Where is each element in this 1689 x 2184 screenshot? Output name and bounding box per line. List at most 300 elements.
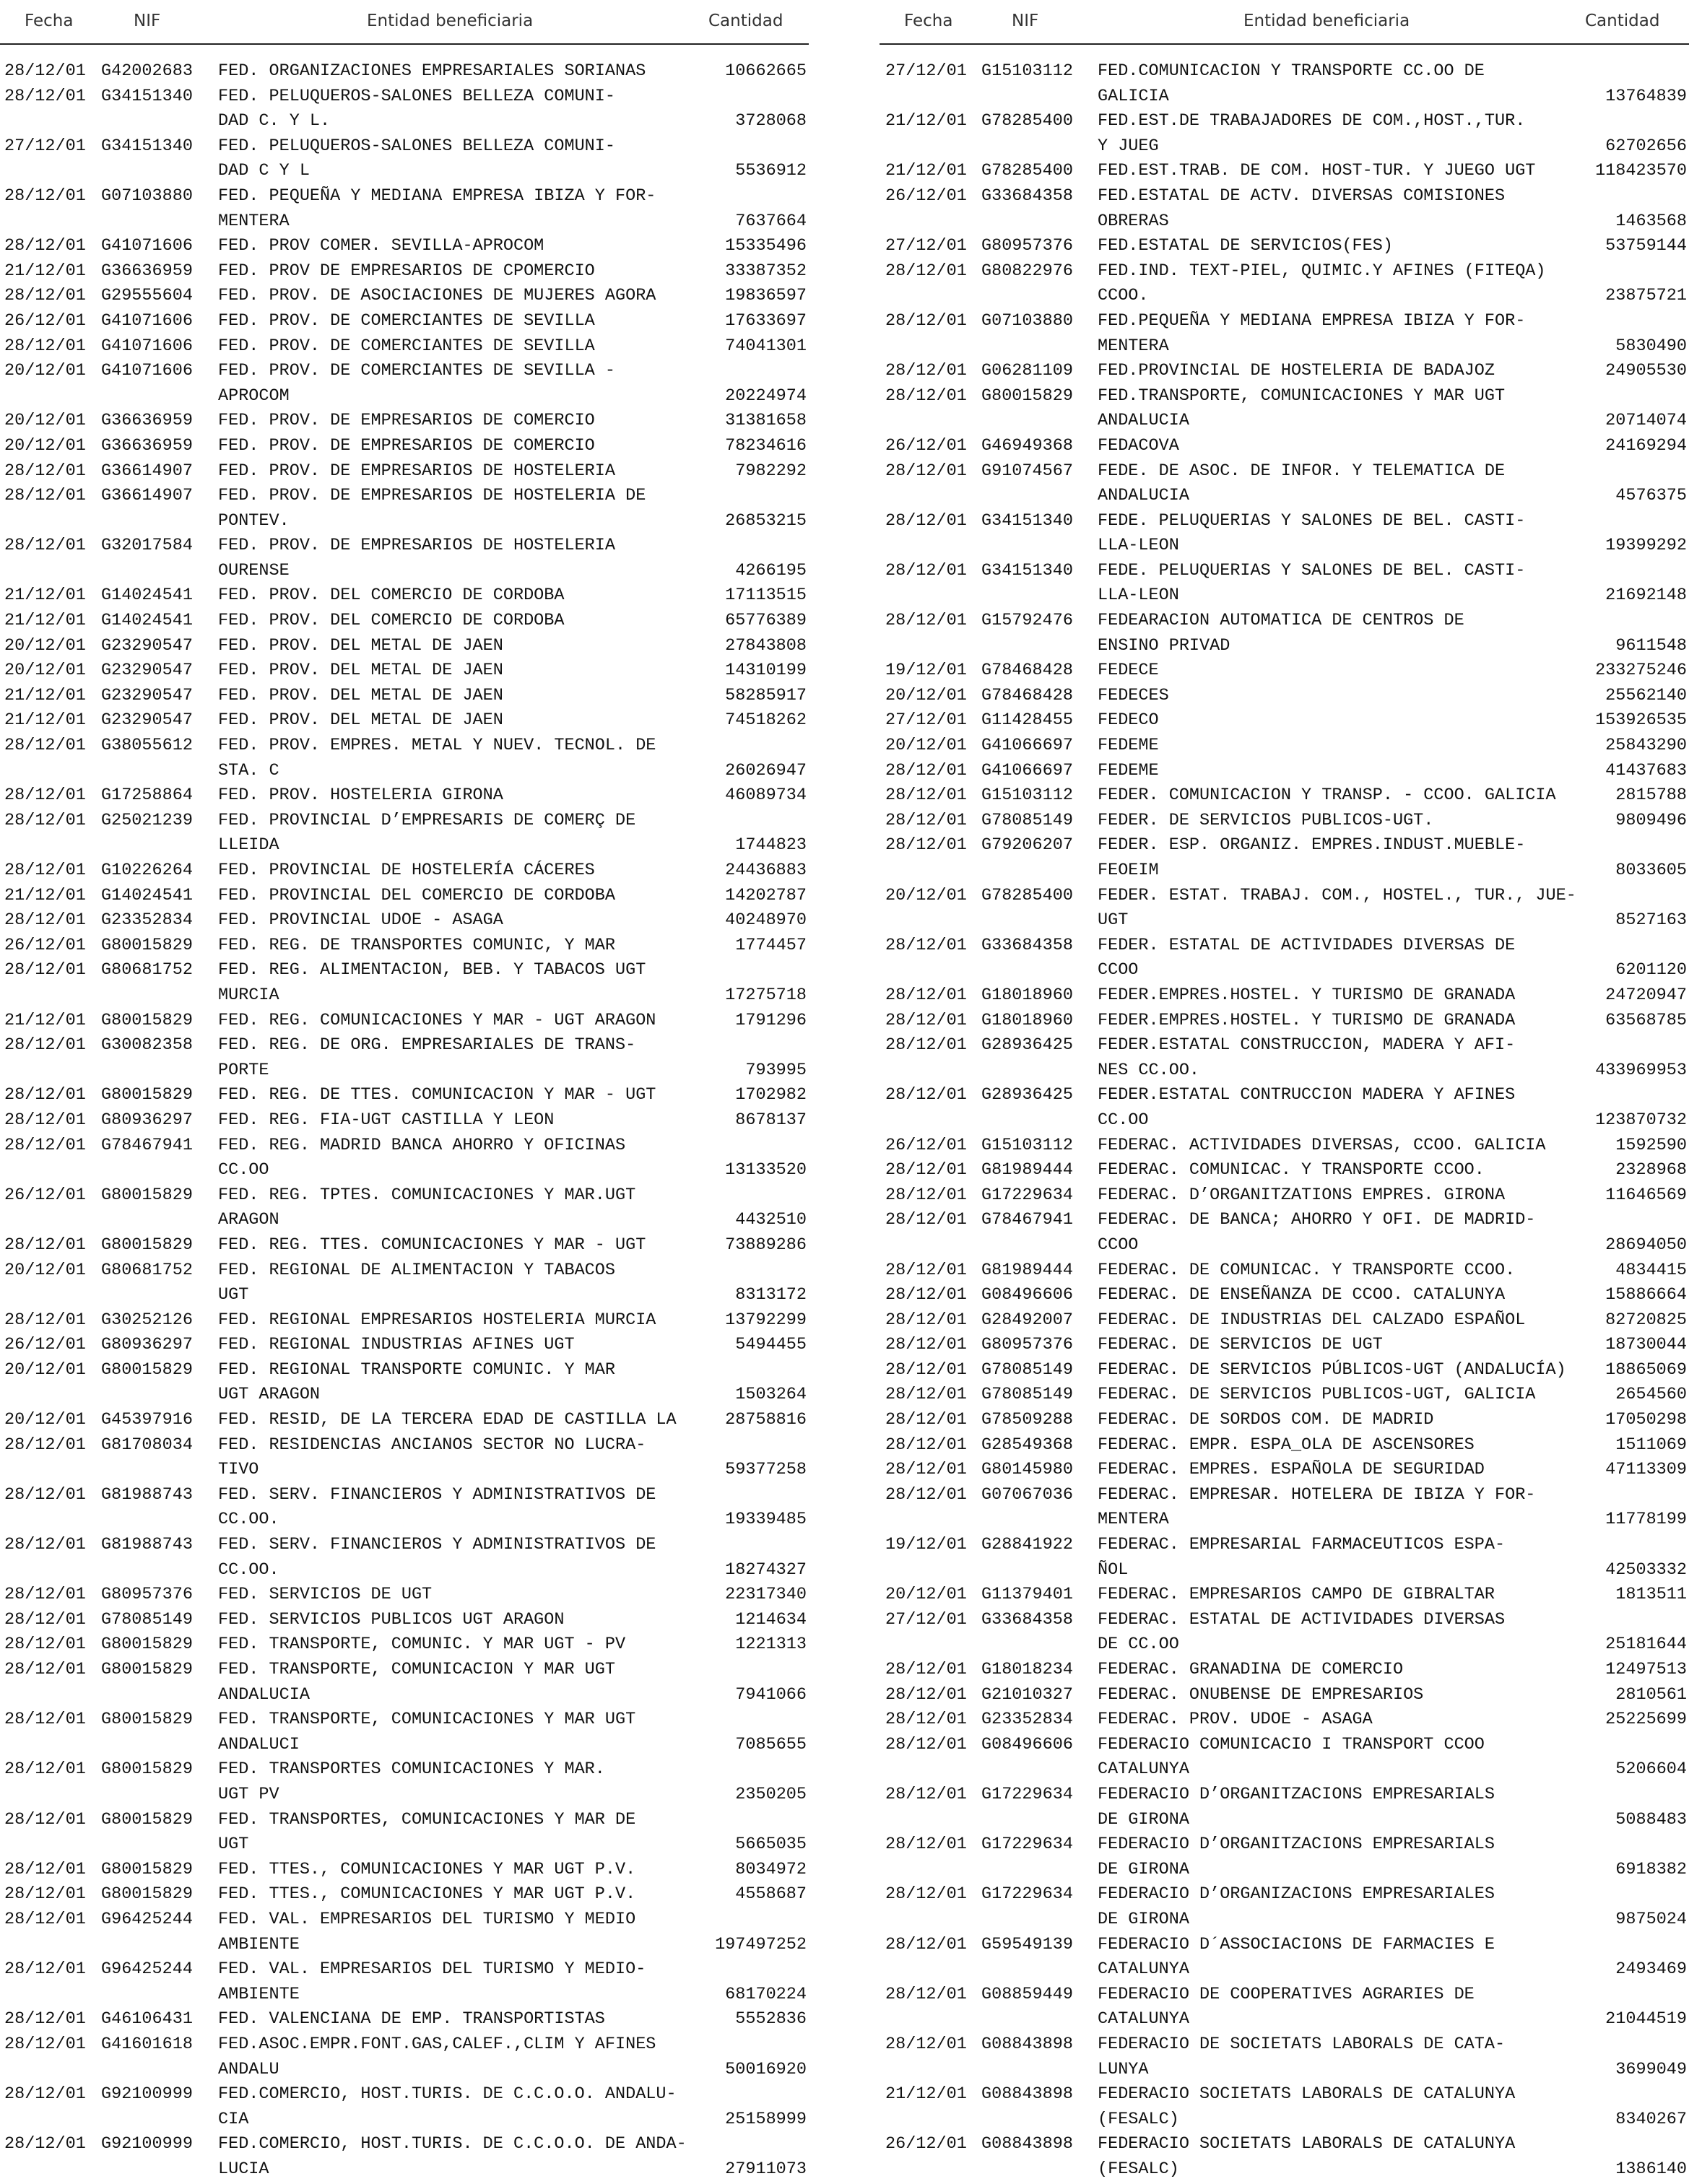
cell-cantidad: 17633697: [725, 310, 807, 331]
cell-cantidad: 3728068: [735, 111, 807, 131]
cell-entidad: ARAGON: [218, 1210, 279, 1230]
table-row: [0, 1033, 809, 1083]
cell-entidad: FED. PROV. DE EMPRESARIOS DE COMERCIO: [218, 435, 595, 456]
cell-cantidad: 123870732: [1595, 1110, 1687, 1130]
cell-cantidad: 197497252: [715, 1934, 807, 1954]
cell-nif: G41071606: [101, 236, 193, 256]
cell-nif: G80145980: [981, 1460, 1073, 1480]
cell-cantidad: 47113309: [1605, 1460, 1687, 1480]
cell-entidad: FED. PELUQUEROS-SALONES BELLEZA COMUNI-: [218, 86, 615, 106]
cell-entidad: FED. PROV. DEL METAL DE JAEN: [218, 710, 503, 731]
table-row: [0, 59, 809, 84]
cell-entidad: FEDER. ESP. ORGANIZ. EMPRES.INDUST.MUEBLE-: [1098, 835, 1526, 856]
cell-nif: G78285400: [981, 161, 1073, 181]
cell-entidad: FED. REG. FIA-UGT CASTILLA Y LEON: [218, 1110, 555, 1130]
table-row: [0, 2082, 809, 2132]
cell-entidad: FED. PEQUEÑA Y MEDIANA EMPRESA IBIZA Y FOR-: [218, 186, 656, 206]
cell-cantidad: 1503264: [735, 1385, 807, 1405]
table-row: [0, 1632, 809, 1658]
cell-entidad: FEDERAC. DE ENSEÑANZA DE CCOO. CATALUNYA: [1098, 1285, 1506, 1305]
table-row: [880, 658, 1689, 684]
cell-fecha: 21/12/01: [4, 885, 86, 905]
cell-cantidad: 13792299: [725, 1310, 807, 1330]
cell-cantidad: 8033605: [1615, 861, 1687, 880]
cell-nif: G81989444: [981, 1160, 1073, 1180]
table-row: [0, 1134, 809, 1183]
cell-nif: G21010327: [981, 1684, 1073, 1705]
table-row: [880, 1258, 1689, 1284]
cell-entidad: FEOEIM: [1098, 861, 1159, 880]
cell-entidad: FEDECE: [1098, 661, 1159, 681]
cell-entidad: FED. RESIDENCIAS ANCIANOS SECTOR NO LUCRA-: [218, 1435, 646, 1455]
cell-entidad: FEDERAC. DE INDUSTRIAS DEL CALZADO ESPAÑOL: [1098, 1310, 1526, 1330]
cell-entidad: FEDERAC. ESTATAL DE ACTIVIDADES DIVERSAS: [1098, 1609, 1506, 1630]
cell-cantidad: 17275718: [725, 985, 807, 1005]
cell-cantidad: 62702656: [1605, 136, 1687, 156]
cell-cantidad: 15886664: [1605, 1285, 1687, 1305]
cell-entidad: FED. PROV. DE COMERCIANTES DE SEVILLA: [218, 310, 595, 331]
cell-fecha: 28/12/01: [4, 236, 86, 256]
cell-fecha: 26/12/01: [4, 1335, 86, 1355]
cell-entidad: FED. TRANSPORTE, COMUNICACIONES Y MAR UGT: [218, 1710, 636, 1730]
table-row: [880, 1033, 1689, 1083]
cell-fecha: 28/12/01: [885, 1734, 967, 1754]
cell-fecha: 28/12/01: [885, 1460, 967, 1480]
table-row: [880, 234, 1689, 259]
cell-nif: G17229634: [981, 1884, 1073, 1905]
cell-entidad: FED. PROV. EMPRES. METAL Y NUEV. TECNOL. DE: [218, 736, 656, 756]
cell-entidad: FED. VALENCIANA DE EMP. TRANSPORTISTAS: [218, 2009, 605, 2029]
table-row: [0, 1757, 809, 1807]
cell-fecha: 19/12/01: [885, 661, 967, 681]
cell-nif: G80957376: [981, 1335, 1073, 1355]
table-row: [0, 459, 809, 484]
cell-cantidad: 28694050: [1605, 1235, 1687, 1255]
cell-nif: G15792476: [981, 611, 1073, 631]
cell-cantidad: 13133520: [725, 1160, 807, 1180]
table-row: [880, 159, 1689, 184]
cell-entidad: FED.EST.DE TRABAJADORES DE COM.,HOST.,TUR.: [1098, 111, 1526, 131]
table-header: [0, 0, 809, 45]
cell-fecha: 28/12/01: [4, 286, 86, 306]
cell-fecha: 28/12/01: [885, 1934, 967, 1954]
cell-entidad: FEDERAC. DE SERVICIOS PÚBLICOS-UGT (ANDALUCÍA): [1098, 1359, 1566, 1380]
cell-nif: G96425244: [101, 1959, 193, 1980]
cell-entidad: FED. PROV. DE EMPRESARIOS DE HOSTELERIA: [218, 536, 615, 556]
cell-cantidad: 25843290: [1605, 736, 1687, 756]
cell-entidad: CC.OO.: [218, 1510, 279, 1530]
cell-entidad: STA. C: [218, 760, 279, 780]
cell-nif: G08496606: [981, 1285, 1073, 1305]
cell-fecha: 26/12/01: [885, 1135, 967, 1155]
cell-entidad: FED. PROV. DE EMPRESARIOS DE HOSTELERIA: [218, 461, 615, 481]
cell-fecha: 20/12/01: [4, 1410, 86, 1430]
cell-fecha: 26/12/01: [885, 2134, 967, 2154]
cell-entidad: FED. PROV. DE EMPRESARIOS DE HOSTELERIA DE: [218, 486, 646, 506]
cell-entidad: FED. PELUQUEROS-SALONES BELLEZA COMUNI-: [218, 136, 615, 156]
cell-cantidad: 8678137: [735, 1110, 807, 1130]
table-row: [880, 1308, 1689, 1334]
cell-nif: G36636959: [101, 435, 193, 456]
cell-entidad: FED. REGIONAL INDUSTRIAS AFINES UGT: [218, 1335, 575, 1355]
cell-nif: G78468428: [981, 685, 1073, 705]
cell-fecha: 20/12/01: [4, 1359, 86, 1380]
cell-nif: G28841922: [981, 1535, 1073, 1555]
cell-entidad: ANDALUCI: [218, 1734, 300, 1754]
cell-entidad: FED. PROV DE EMPRESARIOS DE CPOMERCIO: [218, 261, 595, 281]
cell-fecha: 28/12/01: [885, 1085, 967, 1105]
table-row: [0, 658, 809, 684]
cell-nif: G80957376: [981, 236, 1073, 256]
cell-fecha: 26/12/01: [885, 186, 967, 206]
table-body-left: [0, 59, 809, 2182]
cell-fecha: 28/12/01: [885, 1984, 967, 2004]
table-row: [880, 459, 1689, 509]
cell-entidad: FED. REG. TTES. COMUNICACIONES Y MAR - UGT: [218, 1235, 646, 1255]
cell-cantidad: 78234616: [725, 435, 807, 456]
cell-fecha: 28/12/01: [885, 760, 967, 780]
cell-entidad: DAD C. Y L.: [218, 111, 331, 131]
cell-cantidad: 42503332: [1605, 1559, 1687, 1580]
table-row: [880, 1208, 1689, 1258]
cell-entidad: FED. REGIONAL TRANSPORTE COMUNIC. Y MAR: [218, 1359, 615, 1380]
cell-fecha: 28/12/01: [4, 1310, 86, 1330]
cell-entidad: FED. REG. MADRID BANCA AHORRO Y OFICINAS: [218, 1135, 626, 1155]
cell-cantidad: 20224974: [725, 386, 807, 406]
table-row: [880, 309, 1689, 359]
cell-fecha: 28/12/01: [885, 1435, 967, 1455]
cell-entidad: FED. SERVICIOS DE UGT: [218, 1585, 433, 1605]
cell-nif: G36614907: [101, 486, 193, 506]
cell-fecha: 28/12/01: [885, 1185, 967, 1205]
cell-fecha: 19/12/01: [885, 1535, 967, 1555]
table-row: [0, 84, 809, 134]
cell-cantidad: 68170224: [725, 1984, 807, 2004]
cell-entidad: (FESALC): [1098, 2109, 1179, 2129]
table-row: [880, 1283, 1689, 1308]
cell-entidad: ENSINO PRIVAD: [1098, 635, 1230, 656]
cell-cantidad: 14310199: [725, 661, 807, 681]
cell-fecha: 28/12/01: [885, 310, 967, 331]
cell-cantidad: 14202787: [725, 885, 807, 905]
cell-entidad: ANDALUCIA: [1098, 411, 1189, 431]
cell-cantidad: 50016920: [725, 2059, 807, 2079]
cell-nif: G42002683: [101, 61, 193, 81]
cell-entidad: FEDEME: [1098, 736, 1159, 756]
cell-nif: G80015829: [101, 1010, 193, 1030]
table-row: [0, 583, 809, 609]
cell-entidad: FEDERAC. DE COMUNICAC. Y TRANSPORTE CCOO.: [1098, 1260, 1516, 1280]
cell-entidad: FEDERAC. ACTIVIDADES DIVERSAS, CCOO. GALICIA: [1098, 1135, 1546, 1155]
table-row: [880, 783, 1689, 809]
cell-cantidad: 5665035: [735, 1835, 807, 1855]
cell-fecha: 28/12/01: [4, 1909, 86, 1929]
table-row: [880, 59, 1689, 109]
table-row: [880, 1009, 1689, 1034]
cell-fecha: 28/12/01: [885, 261, 967, 281]
cell-nif: G33684358: [981, 1609, 1073, 1630]
cell-nif: G18018234: [981, 1660, 1073, 1679]
cell-entidad: FED. PROV. DE COMERCIANTES DE SEVILLA -: [218, 361, 615, 381]
cell-fecha: 28/12/01: [4, 861, 86, 880]
cell-nif: G11379401: [981, 1585, 1073, 1605]
table-row: [0, 2007, 809, 2032]
cell-entidad: FEDER. ESTAT. TRABAJ. COM., HOSTEL., TUR., JUE-: [1098, 885, 1576, 905]
cell-fecha: 28/12/01: [885, 985, 967, 1005]
cell-entidad: AMBIENTE: [218, 1984, 300, 2004]
cell-fecha: 28/12/01: [885, 835, 967, 856]
cell-entidad: FEDERACIO D’ORGANITZACIONS EMPRESARIALS: [1098, 1835, 1495, 1855]
cell-entidad: PORTE: [218, 1060, 269, 1080]
cell-entidad: FEDECO: [1098, 710, 1159, 731]
cell-cantidad: 9809496: [1615, 810, 1687, 830]
table-row: [0, 734, 809, 783]
cell-nif: G23290547: [101, 635, 193, 656]
cell-cantidad: 2328968: [1615, 1160, 1687, 1180]
cell-entidad: LUNYA: [1098, 2059, 1149, 2079]
cell-entidad: FEDE. PELUQUERIAS Y SALONES DE BEL. CASTI-: [1098, 510, 1526, 531]
cell-cantidad: 2493469: [1615, 1959, 1687, 1980]
cell-nif: G80015829: [101, 1635, 193, 1655]
table-row: [0, 284, 809, 309]
table-row: [0, 484, 809, 534]
table-row: [880, 1333, 1689, 1358]
cell-fecha: 20/12/01: [885, 736, 967, 756]
table-row: [880, 734, 1689, 759]
cell-entidad: FEDER. DE SERVICIOS PUBLICOS-UGT.: [1098, 810, 1434, 830]
table-row: [880, 1408, 1689, 1433]
cell-entidad: CATALUNYA: [1098, 2009, 1189, 2029]
cell-cantidad: 8527163: [1615, 910, 1687, 931]
cell-entidad: FED. TRANSPORTES COMUNICACIONES Y MAR.: [218, 1759, 605, 1780]
cell-cantidad: 6918382: [1615, 1859, 1687, 1879]
cell-nif: G80015829: [101, 1085, 193, 1105]
header-fecha: Fecha: [25, 12, 74, 30]
cell-nif: G78467941: [981, 1210, 1073, 1230]
cell-cantidad: 20714074: [1605, 411, 1687, 431]
table-row: [880, 1433, 1689, 1458]
cell-cantidad: 4432510: [735, 1210, 807, 1230]
cell-nif: G80015829: [101, 1660, 193, 1679]
cell-cantidad: 26026947: [725, 760, 807, 780]
table-row: [880, 1183, 1689, 1209]
cell-cantidad: 2815788: [1615, 786, 1687, 806]
header-nif: NIF: [134, 12, 161, 30]
cell-entidad: FED. TRANSPORTE, COMUNICACION Y MAR UGT: [218, 1660, 615, 1679]
cell-fecha: 21/12/01: [4, 611, 86, 631]
cell-fecha: 27/12/01: [885, 236, 967, 256]
table-row: [880, 1383, 1689, 1408]
cell-nif: G91074567: [981, 461, 1073, 481]
cell-cantidad: 1774457: [735, 935, 807, 955]
table-row: [0, 2132, 809, 2182]
table-row: [0, 259, 809, 284]
cell-cantidad: 4266195: [735, 560, 807, 580]
table-row: [0, 1333, 809, 1358]
cell-entidad: FEDER. ESTATAL DE ACTIVIDADES DIVERSAS DE: [1098, 935, 1516, 955]
table-row: [0, 1882, 809, 1907]
cell-entidad: LLEIDA: [218, 835, 279, 856]
cell-fecha: 28/12/01: [4, 786, 86, 806]
table-row: [0, 634, 809, 659]
cell-nif: G81989444: [981, 1260, 1073, 1280]
cell-fecha: 28/12/01: [885, 386, 967, 406]
table-row: [880, 1483, 1689, 1533]
cell-fecha: 28/12/01: [885, 1210, 967, 1230]
cell-nif: G36614907: [101, 461, 193, 481]
cell-fecha: 28/12/01: [4, 461, 86, 481]
cell-fecha: 26/12/01: [885, 435, 967, 456]
table-row: [0, 184, 809, 234]
cell-cantidad: 153926535: [1595, 710, 1687, 731]
cell-fecha: 28/12/01: [885, 1260, 967, 1280]
cell-cantidad: 4576375: [1615, 486, 1687, 506]
cell-entidad: FED. PROV. DEL METAL DE JAEN: [218, 635, 503, 656]
cell-nif: G92100999: [101, 2134, 193, 2154]
cell-nif: G17258864: [101, 786, 193, 806]
cell-nif: G08843898: [981, 2134, 1073, 2154]
cell-entidad: FED. TRANSPORTES, COMUNICACIONES Y MAR DE: [218, 1809, 636, 1830]
cell-nif: G46106431: [101, 2009, 193, 2029]
cell-cantidad: 9875024: [1615, 1909, 1687, 1929]
cell-entidad: FED.COMUNICACION Y TRANSPORTE CC.OO DE: [1098, 61, 1485, 81]
cell-cantidad: 74518262: [725, 710, 807, 731]
table-row: [880, 759, 1689, 784]
cell-entidad: OURENSE: [218, 560, 290, 580]
cell-fecha: 28/12/01: [4, 536, 86, 556]
cell-entidad: FED.TRANSPORTE, COMUNICACIONES Y MAR UGT: [1098, 386, 1506, 406]
cell-fecha: 28/12/01: [4, 910, 86, 931]
cell-nif: G41066697: [981, 736, 1073, 756]
cell-entidad: FEDE. PELUQUERIAS Y SALONES DE BEL. CASTI-: [1098, 560, 1526, 580]
cell-fecha: 28/12/01: [4, 1235, 86, 1255]
cell-cantidad: 233275246: [1595, 661, 1687, 681]
cell-entidad: FEDERAC. DE BANCA; AHORRO Y OFI. DE MADRID-: [1098, 1210, 1536, 1230]
cell-nif: G80936297: [101, 1110, 193, 1130]
cell-cantidad: 28758816: [725, 1410, 807, 1430]
cell-nif: G08843898: [981, 2084, 1073, 2105]
cell-fecha: 20/12/01: [885, 1585, 967, 1605]
cell-nif: G33684358: [981, 935, 1073, 955]
cell-fecha: 28/12/01: [885, 1884, 967, 1905]
cell-entidad: FEDACOVA: [1098, 435, 1179, 456]
cell-fecha: 28/12/01: [4, 1710, 86, 1730]
cell-fecha: 28/12/01: [4, 186, 86, 206]
cell-entidad: FEDEME: [1098, 760, 1159, 780]
cell-fecha: 28/12/01: [885, 935, 967, 955]
cell-nif: G80015829: [981, 386, 1073, 406]
cell-cantidad: 74041301: [725, 336, 807, 356]
cell-entidad: FEDERAC. DE SERVICIOS PUBLICOS-UGT, GALICIA: [1098, 1385, 1536, 1405]
cell-entidad: APROCOM: [218, 386, 290, 406]
cell-fecha: 28/12/01: [885, 1385, 967, 1405]
table-row: [0, 134, 809, 184]
cell-entidad: MENTERA: [1098, 1510, 1169, 1530]
cell-fecha: 28/12/01: [885, 1335, 967, 1355]
cell-cantidad: 19339485: [725, 1510, 807, 1530]
cell-cantidad: 1592590: [1615, 1135, 1687, 1155]
cell-nif: G08843898: [981, 2034, 1073, 2054]
header-cantidad: Cantidad: [1585, 12, 1660, 30]
table-row: [880, 1533, 1689, 1583]
cell-entidad: FED. REG. DE ORG. EMPRESARIALES DE TRANS-: [218, 1035, 636, 1056]
cell-nif: G80015829: [101, 1809, 193, 1830]
cell-nif: G34151340: [101, 86, 193, 106]
table-row: [880, 1458, 1689, 1483]
table-row: [880, 1358, 1689, 1383]
cell-nif: G81708034: [101, 1435, 193, 1455]
cell-entidad: CATALUNYA: [1098, 1959, 1189, 1980]
cell-nif: G78085149: [981, 1385, 1073, 1405]
table-row: [880, 1683, 1689, 1708]
cell-fecha: 28/12/01: [885, 510, 967, 531]
cell-entidad: UGT: [218, 1835, 249, 1855]
cell-fecha: 21/12/01: [4, 261, 86, 281]
cell-cantidad: 1744823: [735, 835, 807, 856]
cell-cantidad: 19836597: [725, 286, 807, 306]
cell-entidad: FEDERACIO DE COOPERATIVES AGRARIES DE: [1098, 1984, 1475, 2004]
cell-cantidad: 11778199: [1605, 1510, 1687, 1530]
cell-entidad: FED.IND. TEXT-PIEL, QUIMIC.Y AFINES (FITEQA): [1098, 261, 1546, 281]
cell-entidad: FEDEARACION AUTOMATICA DE CENTROS DE: [1098, 611, 1464, 631]
cell-cantidad: 8034972: [735, 1859, 807, 1879]
cell-nif: G81988743: [101, 1484, 193, 1505]
cell-fecha: 26/12/01: [4, 310, 86, 331]
cell-cantidad: 1813511: [1615, 1585, 1687, 1605]
cell-entidad: FED.PROVINCIAL DE HOSTELERIA DE BADAJOZ: [1098, 361, 1495, 381]
table-row: [0, 1583, 809, 1608]
cell-entidad: FED. PROV. DE EMPRESARIOS DE COMERCIO: [218, 411, 595, 431]
cell-cantidad: 7982292: [735, 461, 807, 481]
cell-cantidad: 65776389: [725, 611, 807, 631]
cell-entidad: FED. REG. DE TRANSPORTES COMUNIC, Y MAR: [218, 935, 615, 955]
cell-entidad: FEDERAC. EMPRESAR. HOTELERA DE IBIZA Y FOR-: [1098, 1484, 1536, 1505]
cell-cantidad: 7085655: [735, 1734, 807, 1754]
cell-nif: G10226264: [101, 861, 193, 880]
cell-nif: G23352834: [981, 1710, 1073, 1730]
cell-entidad: FEDER.ESTATAL CONTRUCCION MADERA Y AFINES: [1098, 1085, 1516, 1105]
cell-nif: G28936425: [981, 1035, 1073, 1056]
table-row: [880, 1933, 1689, 1983]
cell-cantidad: 15335496: [725, 236, 807, 256]
cell-cantidad: 5494455: [735, 1335, 807, 1355]
cell-nif: G78509288: [981, 1410, 1073, 1430]
cell-cantidad: 2654560: [1615, 1385, 1687, 1405]
cell-entidad: FED. SERV. FINANCIEROS Y ADMINISTRATIVOS DE: [218, 1484, 656, 1505]
cell-fecha: 28/12/01: [885, 1835, 967, 1855]
table-row: [880, 1783, 1689, 1832]
cell-nif: G79206207: [981, 835, 1073, 856]
cell-nif: G08859449: [981, 1984, 1073, 2004]
cell-nif: G11428455: [981, 710, 1073, 731]
cell-nif: G80015829: [101, 1884, 193, 1905]
cell-cantidad: 10662665: [725, 61, 807, 81]
cell-fecha: 28/12/01: [4, 2084, 86, 2105]
table-row: [880, 384, 1689, 434]
cell-entidad: FED. REG. COMUNICACIONES Y MAR - UGT ARAGON: [218, 1010, 656, 1030]
cell-cantidad: 73889286: [725, 1235, 807, 1255]
cell-cantidad: 12497513: [1605, 1660, 1687, 1679]
cell-nif: G28492007: [981, 1310, 1073, 1330]
cell-entidad: FED. PROVINCIAL D’EMPRESARIS DE COMERÇ DE: [218, 810, 636, 830]
cell-fecha: 28/12/01: [4, 810, 86, 830]
cell-nif: G41071606: [101, 310, 193, 331]
table-body-right: [880, 59, 1689, 2182]
cell-nif: G41071606: [101, 336, 193, 356]
cell-nif: G18018960: [981, 1010, 1073, 1030]
cell-fecha: 28/12/01: [4, 336, 86, 356]
cell-nif: G34151340: [981, 510, 1073, 531]
